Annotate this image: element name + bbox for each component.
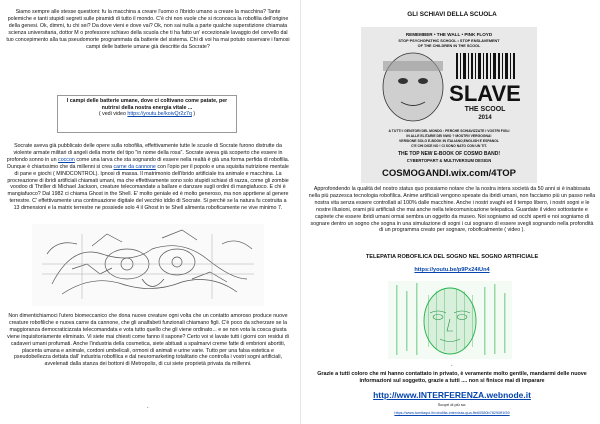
poster-sub: THE SCOOL <box>464 106 506 113</box>
telepathy-video-link[interactable]: https://youtu.be/p9Px24iUn4 <box>414 267 490 273</box>
video-link[interactable]: https://youtu.be/koivQr2z7q <box>127 111 192 117</box>
right-column <box>304 0 600 424</box>
school-slaves-title: GLI SCHIAVI DELLA SCUOLA <box>407 11 497 18</box>
poster-text5: THE TOP NEW E-BOOK OF COSMO BAND! <box>397 151 501 157</box>
source-link[interactable]: https://www.tomitaqui.it/robofilia-intervista-qua-ffe60580b78290ff1f39 <box>394 411 510 415</box>
battery-fields-title: I campi delle batterie umane, dove ci coltivano come patate, per nutrirsi della nostra energia vitale ... <box>66 98 228 111</box>
poster-text2: IN ALLE ELITARIE DEI NWO ? MOSTRI! VERGOGNA! <box>406 134 492 138</box>
poster-text1: A TUTTI I GENITORI DEL MONDO : PERCHE SCHIAVIZZATE I VOSTRI FIGLI <box>388 129 510 133</box>
end-dot-left: . <box>147 404 149 410</box>
cannon-fodder-link[interactable]: carne da cannone <box>113 163 156 170</box>
robophilic-technology-paragraph: Approfondendo la qualità del nostro status quo possiamo notare che la nostra intera società da 50 anni si è inabissata nella più pazzesca tecnologia robofilica. Anime artificiali vengono spesate da ibridi umani, non facciamo più un passo nella nostra vita senza essere controllati al 100% dalle macchine. Anche i nostri svaghi ed il tempo libero, i nostri sogni e le nostre illusioni, orami più artificiali che mai anche nella telecomunicazione telepatica. Guardate il video sottostante e capirete che essere ibridi umani ormai sembra un oggetto da museo. Noi sogniamo ad occhi aperti e noi sogniamo di sognare dentro un sogno che sogna in una simulazione di sogni i cui sognano di essere svegli sognando nella profondità di un programma creato per sognare, roboficalmente ( video ). <box>308 186 596 234</box>
poster-line2: STOP PSYCHOPATHIC SCHOOL • STOP ENSLAVEMENT <box>398 39 500 43</box>
poster-text3: VERSIONE SOLO E-BOOK IN ITALIANO,ENGLISH E ESPANOL <box>399 139 499 143</box>
robot-sketch-image <box>32 224 264 306</box>
poster-slave-word: SLAVE <box>449 81 521 106</box>
biomechanical-paragraph: Non dimentichiamoci l'utero biomeccanico che dona nuove creature ogni volta che un contatto amoroso produce nuove creature robofiliche e nuova carne da cannone, che gli analfabeti funzionali chiamano figli. C'è poco da scherzare se la maggioranza democraticizzata telecomandata e vota tutto quello che gli viene ordinato... e se non vota la cosca giusta viene inquisitoriamente eliminato. Vi siete mai chiesti come fanno il sapone? Certo voi vi lavate tutti i giorni con residui di cadaveri umani profumati. Anche l'industria della cosmetica, siete abituati a spalmarvi creme fatte di embrioni abortiti, placenta umana e animale, cordoni umbelicali, ormoni di animali e urine varie. Tutto per una falsa estetica e pseudobellezza dettata dall' industria robofilica e dal neuromarketing totalitario che controlla i vostri sogni artificiali, avvelenati dalla stanza dei bottoni di Metropolis, di cui siete proprietà privata da millenni. <box>7 313 289 368</box>
thanks-paragraph: Grazie a tutti coloro che mi hanno contattato in privato, è veramente molto gentile, mandarmi delle nuove informazioni sul soggetto, grazie a tutti .... non si finisce mai di imparare <box>317 371 587 384</box>
slave-the-scool-poster <box>361 27 537 183</box>
poster-line1: REMEMBER • THE WALL • PINK FLOYD <box>405 32 493 37</box>
poster-text6: CYBERTOPART & MULTIVERSUM DESIGN <box>406 158 492 163</box>
poster-year: 2014 <box>478 115 492 121</box>
telepathy-title: TELEPATIA ROBOFILICA DEL SOGNO NEL SOGNO ARTIFICIALE <box>365 254 539 260</box>
column-divider <box>300 0 301 424</box>
intro-paragraph: Siamo sempre alle stesse questioni: fu la macchina a creare l'uomo o l'ibrido umano a creare la macchina? Tante polemiche e tanti stupidi segreti sulle piramidi di tutto il mondo. C'è chi non vuole che si riconosca la robofilia dell'origine della genesi. Ok, dimmi, tu chi sei? Da dove vieni e dove vai? Ok, non sai nulla a parte qualche superstizione chiamata scienza universitaria, dottor M o professore schiavo della scuola che ti ha fatto un' eccezionale lavaggio del cervello dal tuo concepimento alla tua pseudomorte programmata da batterie del sistema. Chi di voi ha mai potuto osservare i famosi campi delle batterie umane già descritte da Socrate? <box>6 9 290 50</box>
poster-text4: C'E CHI DICE NO ! CI SONO NATO CON UN TIT. <box>411 144 487 148</box>
end-dot-right: . <box>451 362 453 368</box>
poster-url: COSMOGANDI.wix.com/4TOP <box>382 168 516 179</box>
matrix-face-image <box>388 281 512 359</box>
left-column <box>0 0 296 424</box>
socrates-paragraph: Socrate aveva già pubblicato delle opere sulla robofilia, effettivamente tutte le scuole di Socrate furono distrutte da violente armate militari di angeli della morte del tipo "in nome della rosa". Socrate aveva già scoperto che essere in profondo sonno in un coccon come una larva che sta sognando di essere nella realtà è già una forma perfida di robofilia. Dunque è chiarissimo che da millenni si crea carne da cannone con l'opio per il popolo e una squisita nutrizione mentale di pane e giochi ( MINDCONTROL). Ipnosi di massa. Il matrimonio dell'ibrido artificiale tra animale e macchina. La procreazione di ibridi artificiali chiamati umani, ma che effettivamente sono solo stupidi schiavi di razza, come gli zombie voodoo di Thriller di Michael Jackson, creature telecomandate a ballare e danzare sugli ordini di mangiafuoco. E chi è mangiafuoco? Dal 1982 ci chiama Ghost in the Shell. E' molto geniale ed è molto generoso, ma non apprtiene al genere terrestre. C' effettivamente una continuazione digitale del vecchio iddio di Socrate. Si perchè se la natura fu costruita a 13 dimensioni e la matrix terrestre ne possiede solo 4 il Ghost in te Shell alimenta roboficamente ne vive minimo 7. <box>6 143 290 212</box>
interferenza-website-link[interactable]: http://www.INTERFERENZA.webnode.it <box>373 390 531 400</box>
poster-line3: OF THE CHILDREN IN THE SCOOL <box>417 44 481 48</box>
video-reference: ( vedi video https://youtu.be/koivQr2z7q ) <box>98 111 196 117</box>
discover-more-label: Scopri di più su: <box>437 402 467 407</box>
coccon-link[interactable]: coccon <box>58 156 75 163</box>
poster-face-illustration <box>383 53 443 121</box>
battery-fields-box <box>57 95 237 133</box>
